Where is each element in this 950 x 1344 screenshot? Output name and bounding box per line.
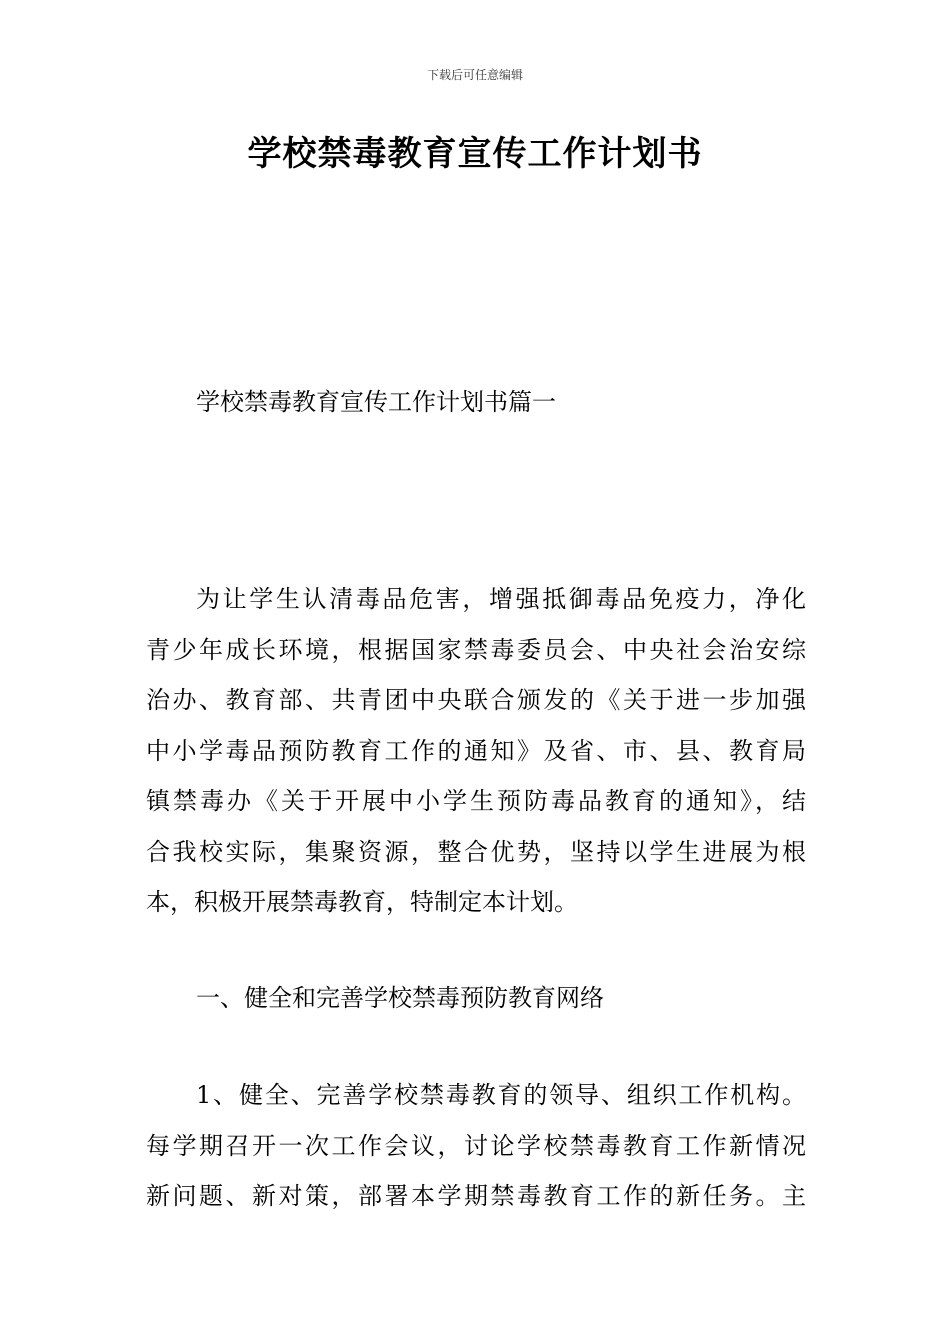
paragraph-item-1 [146,1070,806,1222]
paragraph-intro [146,574,806,928]
paragraph-line: 本，积极开展禁毒教育，特制定本计划。 [146,888,578,916]
paragraph-line: 为让学生认清毒品危害，增强抵御毒品免疫力，净化 [196,585,806,613]
section-heading-1: 一、健全和完善学校禁毒预防教育网络 [196,984,604,1012]
paragraph-line: 镇禁毒办《关于开展中小学生预防毒品教育的通知》，结 [146,787,806,815]
paragraph-line: 中小学毒品预防教育工作的通知》及省、市、县、教育局 [146,736,806,765]
paragraph-line: 治办、教育部、共青团中央联合颁发的《关于进一步加强 [146,686,806,714]
paragraph-line: 合我校实际，集聚资源，整合优势，坚持以学生进展为根 [146,837,806,866]
paragraph-line: 每学期召开一次工作会议，讨论学校禁毒教育工作新情况 [146,1131,806,1160]
paragraph-line: 1、健全、完善学校禁毒教育的领导、组织工作机构。 [196,1081,806,1109]
paragraph-line: 新问题、新对策，部署本学期禁毒教育工作的新任务。主 [146,1182,806,1210]
document-subtitle: 学校禁毒教育宣传工作计划书篇一 [196,388,556,416]
paragraph-line: 青少年成长环境，根据国家禁毒委员会、中央社会治安综 [146,635,806,664]
page-header-note: 下载后可任意编辑 [426,68,523,82]
document-title: 学校禁毒教育宣传工作计划书 [247,134,703,174]
